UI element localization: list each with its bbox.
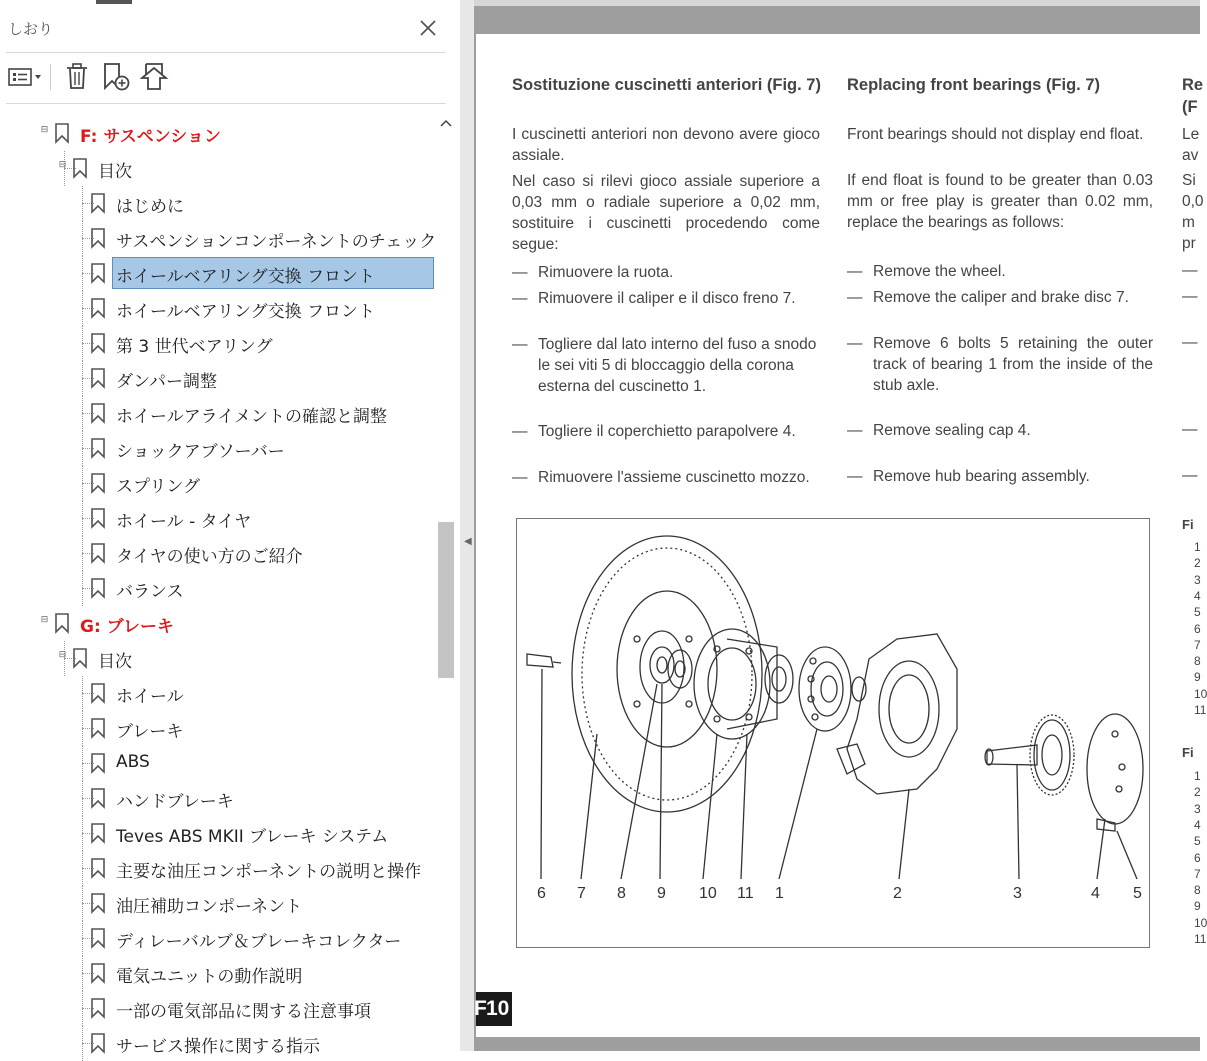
- legend-number: 10: [1194, 915, 1207, 930]
- bookmark-item[interactable]: [0, 606, 436, 640]
- bookmark-item[interactable]: [0, 991, 436, 1025]
- figure-callout-number: 9: [657, 885, 666, 902]
- page-number: 10: [486, 997, 510, 1020]
- bookmark-icon: [90, 683, 106, 703]
- figure-callout-number: 7: [577, 885, 586, 902]
- bookmarks-toolbar: [6, 60, 446, 96]
- bookmark-label: G: ブレーキ: [80, 617, 174, 637]
- third-text-fragment: av: [1182, 147, 1199, 164]
- bookmark-label: 目次: [98, 652, 132, 672]
- bookmark-item[interactable]: [0, 326, 436, 360]
- bookmark-label: 一部の電気部品に関する注意事項: [116, 1002, 371, 1022]
- bookmark-tree: [0, 116, 437, 1057]
- figure-callout-number: 4: [1091, 885, 1100, 902]
- bookmark-icon: [90, 928, 106, 948]
- bookmark-icon: [72, 158, 88, 178]
- new-bookmark-button[interactable]: [100, 60, 132, 94]
- bookmark-item[interactable]: [0, 781, 436, 815]
- legend-number: 7: [1194, 637, 1201, 652]
- figure-callout-number: 11: [737, 885, 754, 902]
- legend-number: 9: [1194, 899, 1201, 914]
- bookmark-icon: [90, 578, 106, 598]
- italian-paragraph-2: Nel caso si rilevi gioco assiale superiore a 0,03 mm o radiale superiore a 0,02 mm, sostituire i cuscinetti procedendo come segue:: [512, 173, 820, 253]
- bookmark-label: ショックアブソーバー: [116, 442, 285, 462]
- bookmark-icon: [90, 403, 106, 423]
- bookmark-icon: [90, 543, 106, 563]
- fig-label-fragment: Fi: [1182, 745, 1194, 760]
- bookmark-icon: [90, 788, 106, 808]
- collapse-toggle-icon[interactable]: ⊟: [58, 160, 67, 170]
- bookmark-icon: [90, 473, 106, 493]
- bookmark-icon: [90, 368, 106, 388]
- close-panel-button[interactable]: [414, 14, 442, 42]
- bookmark-icon: [90, 893, 106, 913]
- bookmark-item[interactable]: [0, 291, 436, 325]
- legend-number: 4: [1194, 588, 1201, 603]
- legend-number: 7: [1194, 866, 1201, 881]
- italian-paragraph-1: I cuscinetti anteriori non devono avere gioco assiale.: [512, 126, 820, 164]
- legend-number: 9: [1194, 670, 1201, 685]
- bookmark-icon: [90, 718, 106, 738]
- figure-callout-number: 6: [537, 885, 546, 902]
- bookmark-item[interactable]: [0, 151, 436, 185]
- bookmark-icon: [90, 1033, 106, 1053]
- legend-number: 2: [1194, 785, 1201, 800]
- bookmark-label: 油圧補助コンポーネント: [116, 897, 303, 917]
- bookmark-icon: [72, 648, 88, 668]
- bookmark-icon: [90, 193, 106, 213]
- legend-number: 1: [1194, 769, 1201, 783]
- bookmark-label: ホイールベアリング交換 フロント: [116, 302, 376, 322]
- bookmark-item[interactable]: [0, 186, 436, 220]
- bookmark-icon: [90, 963, 106, 983]
- bookmark-item[interactable]: [0, 711, 436, 745]
- bookmark-label: ディレーバルブ＆ブレーキコレクター: [116, 932, 402, 952]
- bookmark-item[interactable]: [0, 536, 436, 570]
- figure-callout-number: 1: [775, 885, 784, 902]
- active-tab-indicator: [96, 0, 132, 4]
- delete-bookmark-button[interactable]: [62, 60, 92, 94]
- bookmark-icon: [90, 858, 106, 878]
- bookmark-item[interactable]: [0, 221, 436, 255]
- bookmark-label: F: サスペンション: [80, 127, 221, 147]
- bookmark-item[interactable]: [0, 1026, 436, 1060]
- bookmark-label: 主要な油圧コンポーネントの説明と操作: [116, 862, 422, 882]
- legend-number: 1: [1194, 540, 1201, 554]
- third-text-fragment: Le: [1182, 126, 1200, 143]
- english-heading: Replacing front bearings (Fig. 7): [847, 76, 1101, 94]
- english-column: [847, 74, 1157, 96]
- bookmark-label: 目次: [98, 162, 132, 182]
- bookmark-item[interactable]: [0, 851, 436, 885]
- bookmarks-panel: [0, 0, 460, 1057]
- bookmark-item[interactable]: [0, 641, 436, 675]
- italian-heading: Sostituzione cuscinetti anteriori (Fig. 7): [512, 76, 821, 94]
- bookmark-icon: [90, 438, 106, 458]
- legend-number: 5: [1194, 605, 1201, 620]
- figure-callout-number: 10: [699, 885, 717, 902]
- bookmark-icon: [90, 228, 106, 248]
- bookmark-item[interactable]: [0, 816, 436, 850]
- divider: [6, 103, 446, 104]
- legend-number: 5: [1194, 834, 1201, 849]
- bookmark-item[interactable]: [0, 466, 436, 500]
- toolbar-divider: [50, 64, 51, 90]
- panel-title: しおり: [8, 20, 54, 38]
- bookmark-icon: [90, 998, 106, 1018]
- third-text-fragment: m: [1182, 214, 1195, 231]
- bookmark-item[interactable]: [0, 921, 436, 955]
- bookmark-icon: [90, 298, 106, 318]
- options-menu-button[interactable]: [6, 60, 46, 94]
- expand-bookmark-button[interactable]: [138, 60, 172, 94]
- bookmark-icon: [54, 123, 70, 143]
- bookmark-label: サスペンションコンポーネントのチェック: [116, 232, 437, 252]
- legend-number: 8: [1194, 654, 1201, 669]
- bookmark-label: ダンパー調整: [116, 372, 217, 392]
- legend-number: 4: [1194, 817, 1201, 832]
- legend-number: 10: [1194, 686, 1207, 701]
- bookmark-label: ハンドブレーキ: [116, 792, 234, 812]
- bookmark-icon: [90, 508, 106, 528]
- legend-number: 11: [1194, 703, 1207, 717]
- bookmark-expand-icon: [138, 60, 172, 94]
- english-paragraph-1: Front bearings should not display end float.: [847, 126, 1144, 143]
- bookmark-item[interactable]: [0, 431, 436, 465]
- chevron-up-icon: [437, 116, 455, 130]
- trash-icon: [62, 60, 92, 94]
- bookmark-item[interactable]: [0, 256, 436, 290]
- bookmark-label: サービス操作に関する指示: [116, 1037, 320, 1057]
- new-bookmark-icon: [100, 60, 132, 94]
- third-text-fragment: pr: [1182, 235, 1196, 252]
- figure-callout-number: 3: [1013, 885, 1022, 902]
- english-paragraph-2: If end float is found to be greater than 0.03 mm or free play is greater than 0.02 mm, replace the bearings as follows:: [847, 172, 1153, 231]
- page-section-letter: F: [474, 997, 487, 1020]
- bookmark-item[interactable]: [0, 676, 436, 710]
- bookmark-label: 電気ユニットの動作説明: [116, 967, 303, 987]
- bookmark-scrollbar[interactable]: [437, 116, 455, 1051]
- legend-number: 6: [1194, 850, 1201, 865]
- legend-number: 3: [1194, 572, 1201, 587]
- bookmark-icon: [54, 613, 70, 633]
- collapse-panel-arrow-icon[interactable]: ◀: [464, 536, 472, 547]
- legend-number: 3: [1194, 801, 1201, 816]
- panel-splitter[interactable]: [460, 0, 474, 1051]
- bookmark-icon: [90, 753, 106, 773]
- bookmark-icon: [90, 823, 106, 843]
- bookmark-label: はじめに: [116, 197, 184, 217]
- bookmark-item[interactable]: [0, 116, 436, 150]
- list-options-icon: [6, 60, 46, 94]
- bookmark-icon: [90, 333, 106, 353]
- hub-assembly-illustration: [517, 519, 1149, 947]
- bookmark-item[interactable]: [0, 396, 436, 430]
- bookmark-item[interactable]: [0, 956, 436, 990]
- scroll-up-button[interactable]: [437, 116, 455, 130]
- legend-number: 8: [1194, 883, 1201, 898]
- italian-column: [512, 74, 822, 96]
- page-number-badge: [476, 992, 512, 1026]
- figure-callout-number: 5: [1133, 885, 1142, 902]
- collapse-toggle-icon[interactable]: ⊟: [58, 650, 67, 660]
- figure-callout-number: 2: [893, 885, 902, 902]
- collapse-toggle-icon[interactable]: ⊟: [40, 125, 49, 135]
- fig-label-fragment: Fi: [1182, 517, 1194, 532]
- bookmark-label: タイヤの使い方のご紹介: [116, 547, 303, 567]
- figure-callout-number: 8: [617, 885, 626, 902]
- bookmark-item[interactable]: [0, 501, 436, 535]
- bookmark-label: ホイールアライメントの確認と調整: [116, 407, 387, 427]
- legend-number: 2: [1194, 556, 1201, 571]
- bookmark-item[interactable]: [0, 361, 436, 395]
- document-view-header: [474, 0, 1200, 6]
- close-icon: [414, 14, 442, 42]
- bookmark-label: バランス: [116, 582, 184, 602]
- legend-number: 6: [1194, 621, 1201, 636]
- bookmark-label: ブレーキ: [116, 722, 184, 742]
- third-text-fragment: 0,0: [1182, 193, 1204, 210]
- bookmark-label: スプリング: [116, 477, 200, 497]
- bookmark-item[interactable]: [0, 886, 436, 920]
- third-heading-fragment: Re (F: [1182, 76, 1204, 116]
- bookmark-label: ホイール: [116, 687, 184, 707]
- bookmark-label: ABS: [116, 752, 150, 772]
- bookmark-item[interactable]: [0, 571, 436, 605]
- collapse-toggle-icon[interactable]: ⊟: [40, 615, 49, 625]
- legend-number: 11: [1194, 932, 1207, 946]
- scroll-thumb[interactable]: [438, 522, 454, 678]
- third-text-fragment: Si: [1182, 172, 1196, 189]
- document-page: Sostituzione cuscinetti anteriori (Fig. 7) I cuscinetti anteriori non devono avere gioco assiale. Nel caso si rilevi gioco assiale superiore a 0,03 mm o radiale superiore a 0,02 mm, sostituire i cuscinetti procedendo come segue: — Rimuovere la ruota. — Rimuovere il caliper e il disco freno 7. — Togliere dal lato interno del fuso a snodo le sei viti 5 di bloccaggio della corona esterna del cuscinetto 1. — Togliere il coperchietto parapolvere 4. — Rimuovere l'assieme cuscinetto mozzo. Replacing front bearings (Fig. 7) Front bearings should not display end float. If end float is found to be greater than 0.03 mm or free play is greater than 0.02 mm, replace the bearings as follows: — Remove the wheel. — Remove the caliper and brake disc 7. — Remove 6 bolts 5 retaining the outer track of bearing 1 from the inside of the stub axle. — Remove sealing cap 4. — Remove hub bearing assembly. Re (F Le av Si 0,0 m pr — — — — — Fi Fi 6 7 8 9 10 11 1 2 3 4 5 F 10 1 2 3 4 5 6 7 8 9 10 11 1 2 3 4 5 6 7 8 9 10 11: [476, 34, 1200, 1037]
- document-view[interactable]: [474, 0, 1207, 1051]
- divider: [6, 52, 446, 53]
- bookmark-label: ホイール - タイヤ: [116, 512, 252, 532]
- bookmark-label: 第 3 世代ベアリング: [116, 337, 273, 357]
- bookmark-label: Teves ABS MKII ブレーキ システム: [116, 827, 389, 847]
- bookmark-item[interactable]: [0, 746, 436, 780]
- exploded-bearing-diagram: [516, 518, 1150, 948]
- bookmark-icon: [90, 263, 106, 283]
- bookmark-label: ホイールベアリング交換 フロント: [116, 267, 376, 287]
